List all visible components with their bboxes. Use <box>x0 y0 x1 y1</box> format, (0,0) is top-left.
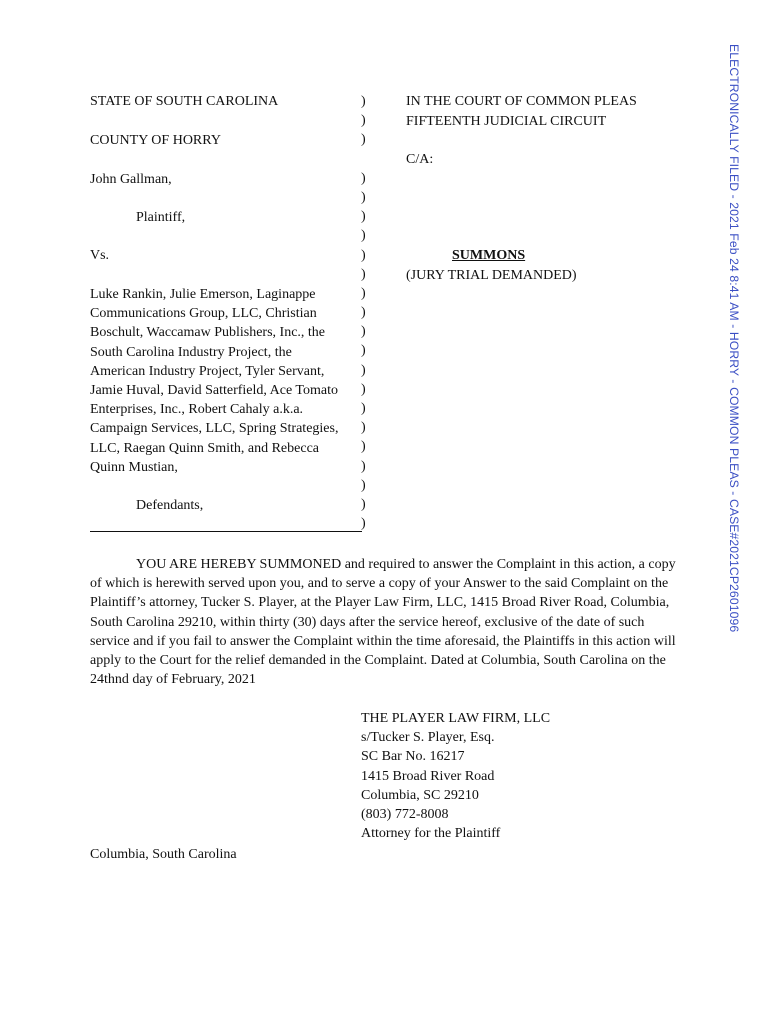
plaintiff-role: Plaintiff, <box>136 210 186 225</box>
paren: ) <box>361 343 366 359</box>
paren: ) <box>361 285 366 301</box>
defendant-line: South Carolina Industry Project, the <box>90 344 292 360</box>
defendant-line: Quinn Mustian, <box>90 459 178 475</box>
caption-paren-column <box>361 92 366 533</box>
paren: ) <box>361 362 366 378</box>
document-title: SUMMONS <box>452 248 526 263</box>
signature-bar-number: SC Bar No. 16217 <box>361 749 465 765</box>
defendant-line: Luke Rankin, Julie Emerson, Laginappe <box>90 287 316 302</box>
paren: ) <box>361 516 366 532</box>
paren: ) <box>361 189 366 205</box>
paren: ) <box>361 477 366 493</box>
judicial-circuit: FIFTEENTH JUDICIAL CIRCUIT <box>406 114 607 129</box>
paren: ) <box>361 228 366 244</box>
defendant-line: Campaign Services, LLC, Spring Strategies, <box>90 421 339 437</box>
paren: ) <box>361 266 366 282</box>
signature-phone: (803) 772-8008 <box>361 807 449 822</box>
signature-firm: THE PLAYER LAW FIRM, LLC <box>361 711 551 726</box>
paren: ) <box>361 247 366 263</box>
signing-location: Columbia, South Carolina <box>90 847 237 862</box>
paren: ) <box>361 324 366 340</box>
paren: ) <box>361 209 366 225</box>
paren: ) <box>361 170 366 186</box>
electronic-filing-stamp: ELECTRONICALLY FILED - 2021 Feb 24 8:41 AM - HORRY - COMMON PLEAS - CASE#2021CP2601096 <box>727 44 741 633</box>
defendant-line: LLC, Raegan Quinn Smith, and Rebecca <box>90 440 319 456</box>
defendant-line: Enterprises, Inc., Robert Cahaly a.k.a. <box>90 402 304 418</box>
court-name: IN THE COURT OF COMMON PLEAS <box>406 94 637 109</box>
paren: ) <box>361 420 366 436</box>
caption-county: COUNTY OF HORRY <box>90 133 221 148</box>
paren: ) <box>361 94 366 109</box>
defendant-line: American Industry Project, Tyler Servant, <box>90 363 325 379</box>
paren: ) <box>361 132 366 148</box>
paren: ) <box>361 113 366 129</box>
paren: ) <box>361 305 366 321</box>
signature-city: Columbia, SC 29210 <box>361 787 479 803</box>
defendant-line: Communications Group, LLC, Christian <box>90 306 317 322</box>
paren: ) <box>361 458 366 474</box>
civil-action-label: C/A: <box>406 152 434 167</box>
signature-name: s/Tucker S. Player, Esq. <box>361 730 495 746</box>
defendant-line: Boschult, Waccamaw Publishers, Inc., the <box>90 325 326 341</box>
paren: ) <box>361 381 366 397</box>
signature-role: Attorney for the Plaintiff <box>361 826 501 842</box>
summons-body: YOU ARE HEREBY SUMMONED and required to answer the Complaint in this action, a copy of which is herewith served upon you, and to serve a copy of your Answer to the said Complaint on the Plaintiff’s attorney, Tucker S. Player, at the Player Law Firm, LLC, 1415 Broad River Road, Columbia, South Carolina 29210, within thirty (30) days after the service hereof, exclusive of the date of such service and if you fail to answer the Complaint within the time aforesaid, the Plaintiffs in this action will apply to the Court for the relief demanded in the Complaint. Dated at Columbia, South Carolina on the 24thnd day of February, 2021 <box>90 557 676 688</box>
caption-divider <box>90 531 362 532</box>
plaintiff-name: John Gallman, <box>90 172 172 187</box>
defendant-line: Jamie Huval, David Satterfield, Ace Tomato <box>90 383 338 398</box>
paren: ) <box>361 401 366 416</box>
versus-label: Vs. <box>90 248 110 263</box>
caption-state: STATE OF SOUTH CAROLINA <box>90 94 279 109</box>
defendant-role: Defendants, <box>136 498 204 513</box>
jury-demand: (JURY TRIAL DEMANDED) <box>406 268 577 283</box>
paren: ) <box>361 496 366 512</box>
paren: ) <box>361 439 366 455</box>
signature-street: 1415 Broad River Road <box>361 768 495 784</box>
